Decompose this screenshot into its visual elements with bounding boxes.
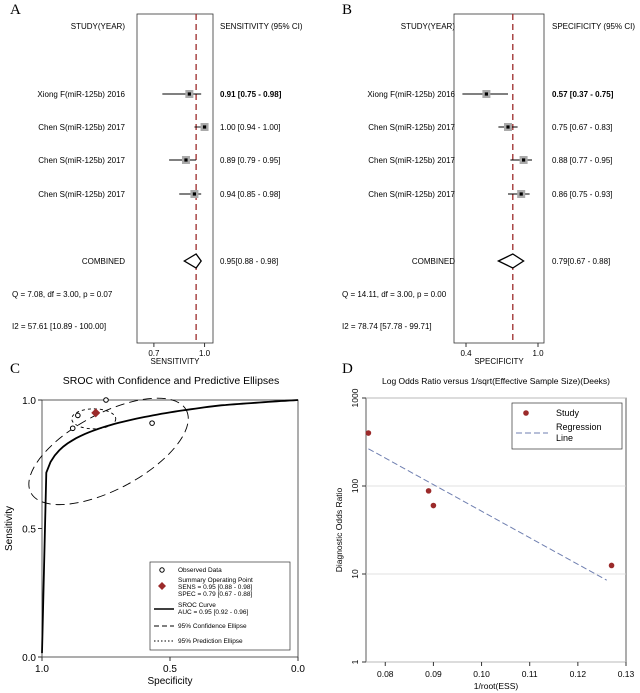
x-tick-label: 0.08 <box>376 669 394 679</box>
study-label: Chen S(miR-125b) 2017 <box>368 190 455 199</box>
sroc-plot <box>0 368 320 693</box>
study-ci-text: 0.88 [0.77 - 0.95] <box>552 156 613 165</box>
study-ci-text: 0.91 [0.75 - 0.98] <box>220 90 282 99</box>
study-estimate-point <box>520 192 523 195</box>
legend-conf-label: 95% Confidence Ellipse <box>178 623 247 630</box>
header-study: STUDY(YEAR) <box>70 22 125 31</box>
y-axis-label: Sensitivity <box>4 505 15 552</box>
heterogeneity-q: Q = 7.08, df = 3.00, p = 0.07 <box>12 290 113 299</box>
header-ci: SENSITIVITY (95% CI) <box>220 22 303 31</box>
legend-regression-label-1: Regression <box>556 422 602 432</box>
observed-data-point <box>76 413 81 418</box>
plot-frame <box>137 14 213 343</box>
legend-summary-spec: SPEC = 0.79 [0.67 - 0.88] <box>178 591 253 598</box>
study-estimate-point <box>485 92 488 95</box>
y-tick-label: 1.0 <box>22 396 36 407</box>
combined-label: COMBINED <box>411 257 455 266</box>
observed-data-point <box>104 398 109 403</box>
legend-observed-label: Observed Data <box>178 567 222 574</box>
forest-plot-sensitivity <box>0 0 320 365</box>
plot-frame <box>454 14 544 343</box>
study-ci-text: 0.75 [0.67 - 0.83] <box>552 123 613 132</box>
x-tick-label: 1.0 <box>198 349 211 358</box>
x-axis-label: 1/root(ESS) <box>473 681 519 691</box>
y-tick-label: 1000 <box>350 388 360 408</box>
combined-diamond <box>498 254 523 268</box>
x-tick-label: 0.13 <box>617 669 635 679</box>
header-study: STUDY(YEAR) <box>400 22 455 31</box>
x-tick-label: 0.10 <box>473 669 490 679</box>
study-estimate-point <box>184 158 187 161</box>
study-ci-text: 0.94 [0.85 - 0.98] <box>220 190 281 199</box>
study-estimate-point <box>188 92 191 95</box>
study-estimate-point <box>522 158 525 161</box>
panel-label-d: D <box>342 361 353 377</box>
x-axis-label: SENSITIVITY <box>150 357 200 365</box>
x-axis-label: Specificity <box>147 676 193 687</box>
study-ci-text: 0.89 [0.79 - 0.95] <box>220 156 281 165</box>
summary-operating-point <box>91 408 100 417</box>
combined-diamond <box>184 254 201 268</box>
panel-label-a: A <box>10 2 21 18</box>
x-tick-label: 0.11 <box>521 669 538 679</box>
legend-sroc-label: SROC Curve <box>178 602 216 609</box>
x-tick-label: 1.0 <box>532 349 544 358</box>
legend-pred-label: 95% Prediction Ellipse <box>178 638 243 645</box>
deeks-funnel-plot <box>320 368 640 693</box>
chart-title: Log Odds Ratio versus 1/sqrt(Effective Sample Size)(Deeks) <box>381 376 611 386</box>
y-tick-label: 0.5 <box>22 524 36 536</box>
observed-data-point <box>70 426 75 431</box>
y-tick-label: 0.0 <box>22 653 36 664</box>
heterogeneity-i2: I2 = 57.61 [10.89 - 100.00] <box>12 322 107 331</box>
chart-title: SROC with Confidence and Predictive Ellipses <box>62 375 280 387</box>
x-axis-label: SPECIFICITY <box>474 357 524 365</box>
study-label: Chen S(miR-125b) 2017 <box>368 123 455 132</box>
study-point <box>366 430 372 436</box>
combined-ci-text: 0.79[0.67 - 0.88] <box>552 257 611 266</box>
study-label: Chen S(miR-125b) 2017 <box>368 156 455 165</box>
legend-observed-symbol <box>160 568 164 572</box>
study-ci-text: 0.57 [0.37 - 0.75] <box>552 90 614 99</box>
x-tick-label: 0.5 <box>163 664 177 675</box>
y-tick-label: 10 <box>350 569 360 579</box>
study-estimate-point <box>193 192 196 195</box>
study-label: Chen S(miR-125b) 2017 <box>38 156 125 165</box>
y-tick-label: 1 <box>350 659 360 665</box>
legend-summary-label: Summary Operating Point <box>178 577 253 584</box>
legend-study-symbol <box>523 410 529 416</box>
header-ci: SPECIFICITY (95% CI) <box>552 22 635 31</box>
study-estimate-point <box>203 125 206 128</box>
study-point <box>426 488 432 494</box>
heterogeneity-q: Q = 14.11, df = 3.00, p = 0.00 <box>342 290 447 299</box>
x-tick-label: 0.7 <box>148 349 160 358</box>
y-axis-label: Diagnostic Odds Ratio <box>334 487 344 573</box>
panel-label-c: C <box>10 361 21 377</box>
x-tick-label: 0.09 <box>425 669 442 679</box>
x-tick-label: 0.0 <box>291 664 305 675</box>
combined-ci-text: 0.95[0.88 - 0.98] <box>220 257 279 266</box>
x-tick-label: 1.0 <box>35 664 49 675</box>
heterogeneity-i2: I2 = 78.74 [57.78 - 99.71] <box>342 322 432 331</box>
study-point <box>609 563 615 569</box>
legend-box <box>150 562 290 650</box>
legend-study-label: Study <box>556 408 580 418</box>
study-ci-text: 1.00 [0.94 - 1.00] <box>220 123 281 132</box>
study-label: Chen S(miR-125b) 2017 <box>38 190 125 199</box>
study-label: Xiong F(miR-125b) 2016 <box>37 90 125 99</box>
forest-plot-specificity <box>320 0 640 365</box>
study-point <box>431 503 437 509</box>
study-ci-text: 0.86 [0.75 - 0.93] <box>552 190 613 199</box>
legend-regression-label-2: Line <box>556 433 574 443</box>
legend-summary-sens: SENS = 0.95 [0.88 - 0.98] <box>178 584 253 591</box>
combined-label: COMBINED <box>81 257 125 266</box>
y-tick-label: 100 <box>350 478 360 494</box>
study-label: Chen S(miR-125b) 2017 <box>38 123 125 132</box>
observed-data-point <box>150 421 155 426</box>
study-label: Xiong F(miR-125b) 2016 <box>367 90 455 99</box>
x-tick-label: 0.12 <box>569 669 587 679</box>
panel-label-b: B <box>342 2 353 18</box>
legend-sroc-auc: AUC = 0.95 [0.92 - 0.96] <box>178 609 249 616</box>
x-tick-label: 0.4 <box>460 349 472 358</box>
study-estimate-point <box>506 125 509 128</box>
